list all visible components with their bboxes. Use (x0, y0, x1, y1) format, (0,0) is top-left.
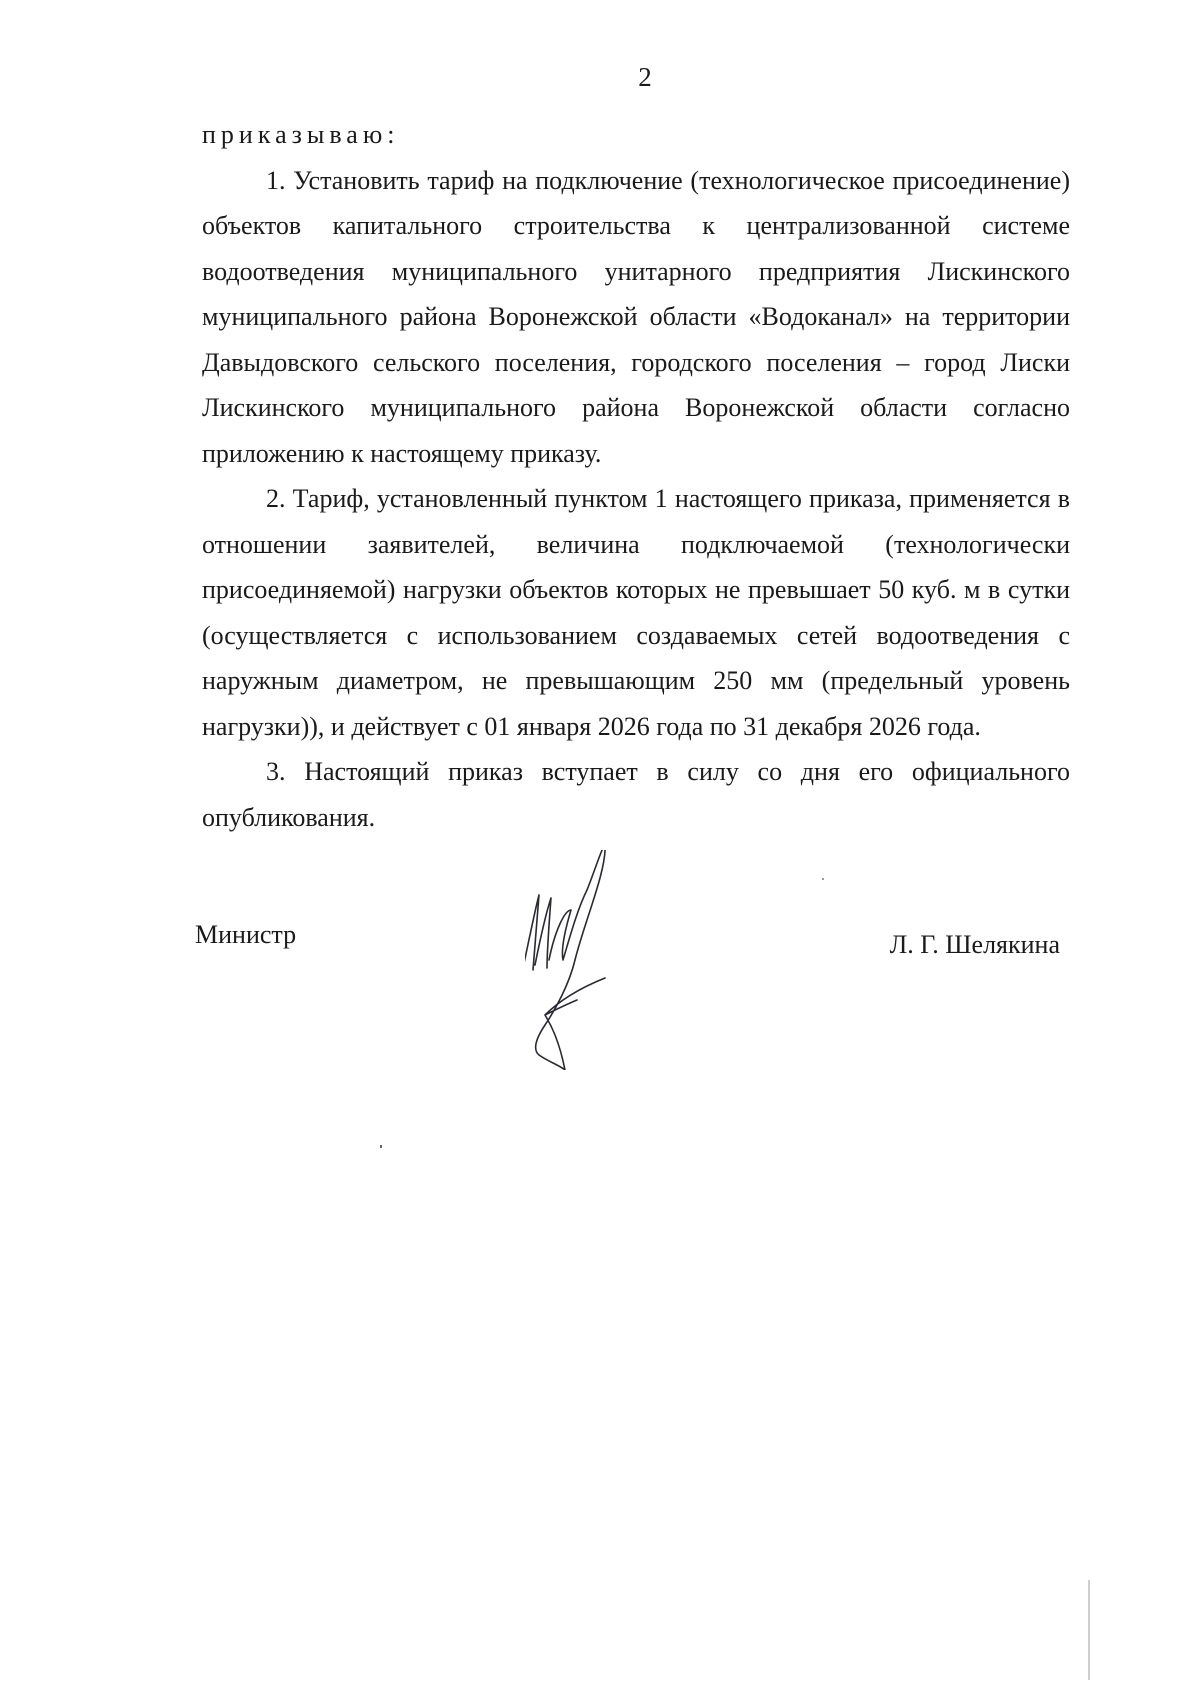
scan-speck (822, 878, 824, 880)
signer-name: Л. Г. Шелякина (889, 930, 1060, 959)
paragraph-3: 3. Настоящий приказ вступает в силу со дня его официального опубликования. (202, 757, 1070, 832)
paragraph-2: 2. Тариф, установленный пунктом 1 настоящего приказа, применяется в отношении заявителей, величина подключаемой (технологически присоединяемой) нагрузки объектов которых не превышает 50 куб. м в сутки (осуществляется с использованием создаваемых сетей водоотведения с наружным диаметром, не превышающим 250 мм (предельный уровень нагрузки)), и действует с 01 января 2026 года по 31 декабря 2026 года. (202, 484, 1070, 741)
scan-speck (380, 1145, 382, 1148)
scan-edge-line (1088, 1580, 1090, 1680)
signature-block (0, 920, 1200, 1080)
handwritten-signature-icon (525, 850, 685, 1070)
opening-word: приказываю: (202, 120, 400, 149)
paragraph-1: 1. Установить тариф на подключение (технологическое присоединение) объектов капитального строительства к централизованной системе водоотведения муниципального унитарного предприятия Лискинского муниципального района Воронежской области «Водоканал» на территории Давыдовского сельского поселения, городского поселения – город Лиски Лискинского муниципального района Воронежской области согласно приложению к настоящему приказу. (202, 165, 1070, 468)
document-body (202, 112, 1070, 840)
page-number: 2 (638, 62, 652, 92)
signer-position: Министр (195, 920, 297, 949)
